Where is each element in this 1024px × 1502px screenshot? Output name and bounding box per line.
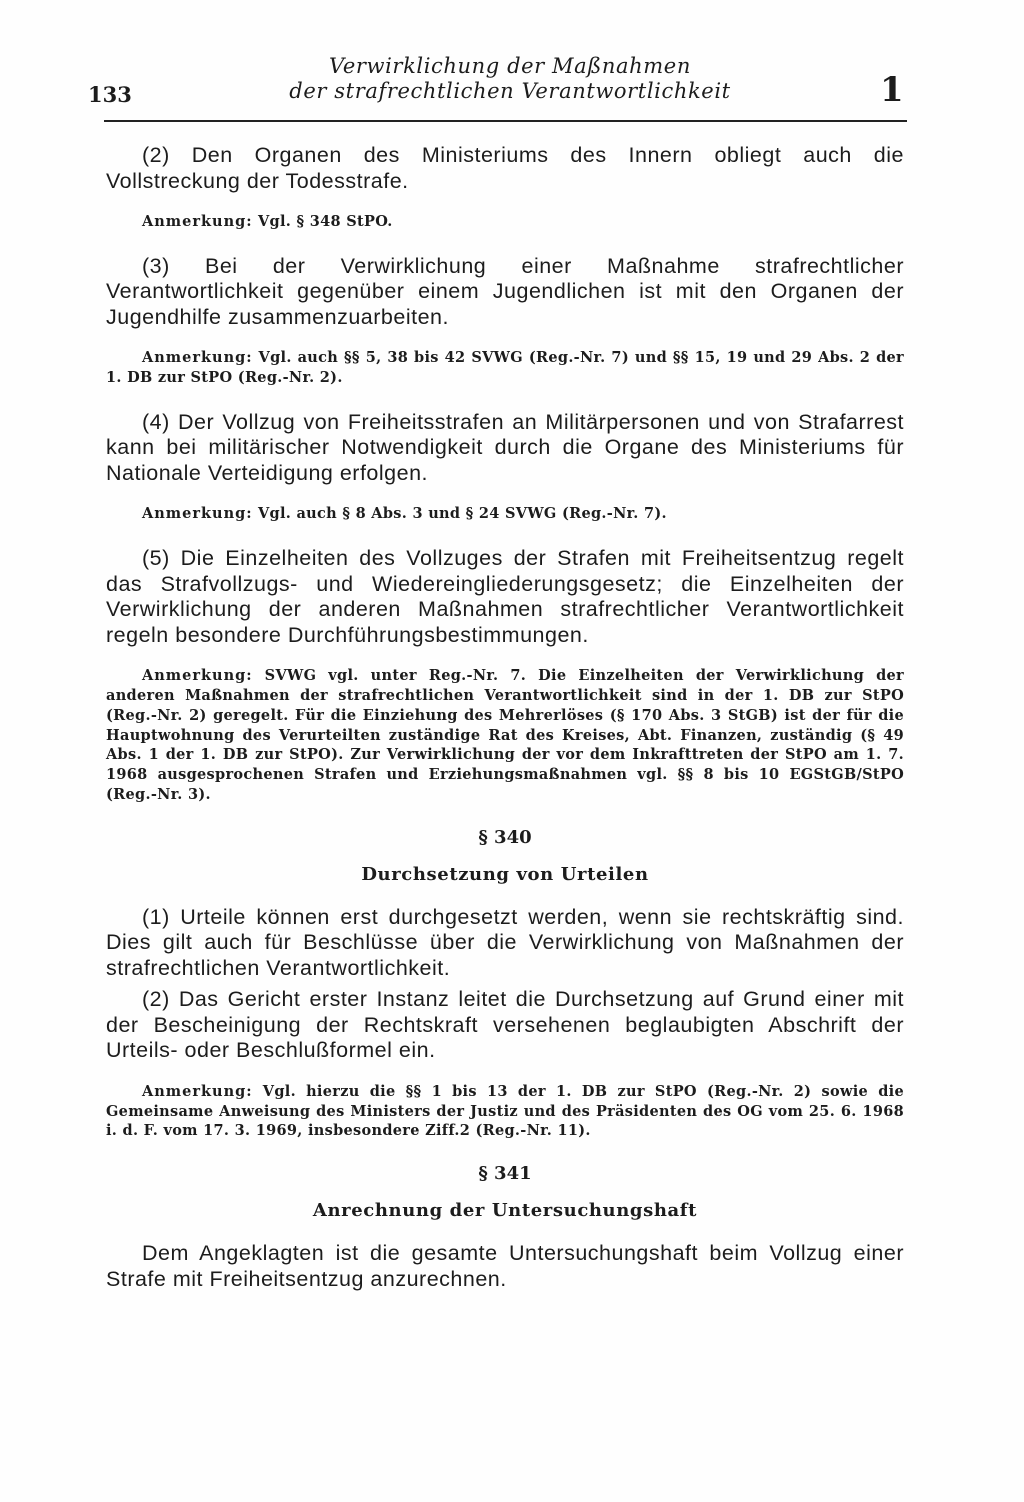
section-number-340: § 340 bbox=[478, 826, 532, 848]
annotation-label: Anmerkung: bbox=[142, 667, 253, 685]
chapter-number: 1 bbox=[880, 70, 904, 110]
annotation-text: Vgl. hierzu die §§ 1 bis 13 der 1. DB zur StPO (Reg.-Nr. 2) sowie die Gemeinsame Anweisung des Ministers der Justiz und des Präsidenten des OG vom 25. 6. 1968 i. d. F. vom 17. 3. 1969, insbesondere Ziff.2 (Reg.-Nr. 11). bbox=[106, 1082, 904, 1140]
section-title-341: Anrechnung der Untersuchungshaft bbox=[312, 1200, 698, 1222]
annotation-text: Vgl. auch §§ 5, 38 bis 42 SVWG (Reg.-Nr. 7) und §§ 15, 19 und 29 Abs. 2 der 1. DB zur StPO (Reg.-Nr. 2). bbox=[106, 349, 904, 387]
paragraph-2: (2) Den Organen des Ministeriums des Innern obliegt auch die Vollstreckung der Todesstrafe. bbox=[106, 143, 904, 193]
header-rule bbox=[104, 120, 907, 122]
paragraph-3: (3) Bei der Verwirklichung einer Maßnahme strafrechtlicher Verantwortlichkeit gegenüber einem Jugendlichen ist mit den Organen der Jugendhilfe zusammenzuarbeiten. bbox=[106, 253, 904, 329]
annotation-label: Anmerkung: bbox=[142, 213, 253, 230]
paragraph-4: (4) Der Vollzug von Freiheitsstrafen an Militärpersonen und von Strafarrest kann bei militärischer Notwendigkeit durch die Organe des Ministeriums für Nationale Verteidigung erfolgen. bbox=[106, 409, 904, 485]
annotation-label: Anmerkung: bbox=[142, 1082, 253, 1100]
annotation bbox=[106, 212, 904, 232]
running-title-line-2: der strafrechtlichen Verantwortlichkeit bbox=[289, 79, 731, 103]
paragraph-5: (5) Die Einzelheiten des Vollzuges der Strafen mit Freiheitsentzug regelt das Strafvollzugs- und Wiedereingliederungsgesetz; die Einzelheiten der Verwirklichung der anderen Maßnahmen strafrechtlicher Verantwortlichkeit regeln besondere Durchführungsbestimmungen. bbox=[106, 546, 904, 647]
section-340-paragraph-1: (1) Urteile können erst durchgesetzt werden, wenn sie rechtskräftig sind. Dies gilt auch für Beschlüsse über die Verwirklichung von Maßnahmen der strafrechtlichen Verantwortlichkeit. bbox=[106, 904, 904, 980]
section-340-paragraph-2: (2) Das Gericht erster Instanz leitet die Durchsetzung auf Grund einer mit der Bescheinigung der Rechtskraft versehenen beglaubigten Abschrift der Urteils- oder Beschlußformel ein. bbox=[106, 987, 904, 1063]
section-title-340: Durchsetzung von Urteilen bbox=[361, 863, 649, 885]
annotation bbox=[106, 1082, 904, 1141]
annotation-label: Anmerkung: bbox=[142, 349, 253, 367]
annotation-label: Anmerkung: bbox=[142, 505, 253, 523]
annotation-text: SVWG vgl. unter Reg.-Nr. 7. Die Einzelheiten der Verwirklichung der anderen Maßnahmen der strafrechtlichen Verantwortlichkeit sind in der 1. DB zur StPO (Reg.-Nr. 2) geregelt. Für die Einziehung des Mehrerlöses (§ 170 Abs. 3 StGB) ist der für die Hauptwohnung des Verurteilten zuständige Rat des Kreises, Abt. Finanzen, zuständig (§ 49 Abs. 1 der 1. DB zur StPO). Zur Verwirklichung der vor dem Inkrafttreten der StPO am 1. 7. 1968 ausgesprochenen Strafen und Erziehungsmaßnahmen vgl. §§ 8 bis 10 EGStGB/StPO (Reg.-Nr. 3). bbox=[106, 667, 904, 803]
annotation-text: Vgl. § 348 StPO. bbox=[257, 213, 393, 230]
annotation-text: Vgl. auch § 8 Abs. 3 und § 24 SVWG (Reg.-Nr. 7). bbox=[257, 505, 667, 523]
running-title bbox=[260, 54, 760, 104]
page-header bbox=[0, 0, 1024, 125]
annotation bbox=[106, 348, 904, 388]
page-content bbox=[106, 143, 904, 1292]
section-number-341: § 341 bbox=[478, 1163, 532, 1185]
page-number: 133 bbox=[88, 82, 132, 107]
annotation bbox=[106, 504, 904, 524]
running-title-line-1: Verwirklichung der Maßnahmen bbox=[329, 54, 691, 78]
annotation bbox=[106, 666, 904, 805]
section-341-paragraph-1: Dem Angeklagten ist die gesamte Untersuchungshaft beim Vollzug einer Strafe mit Freiheitsentzug anzurechnen. bbox=[106, 1241, 904, 1291]
